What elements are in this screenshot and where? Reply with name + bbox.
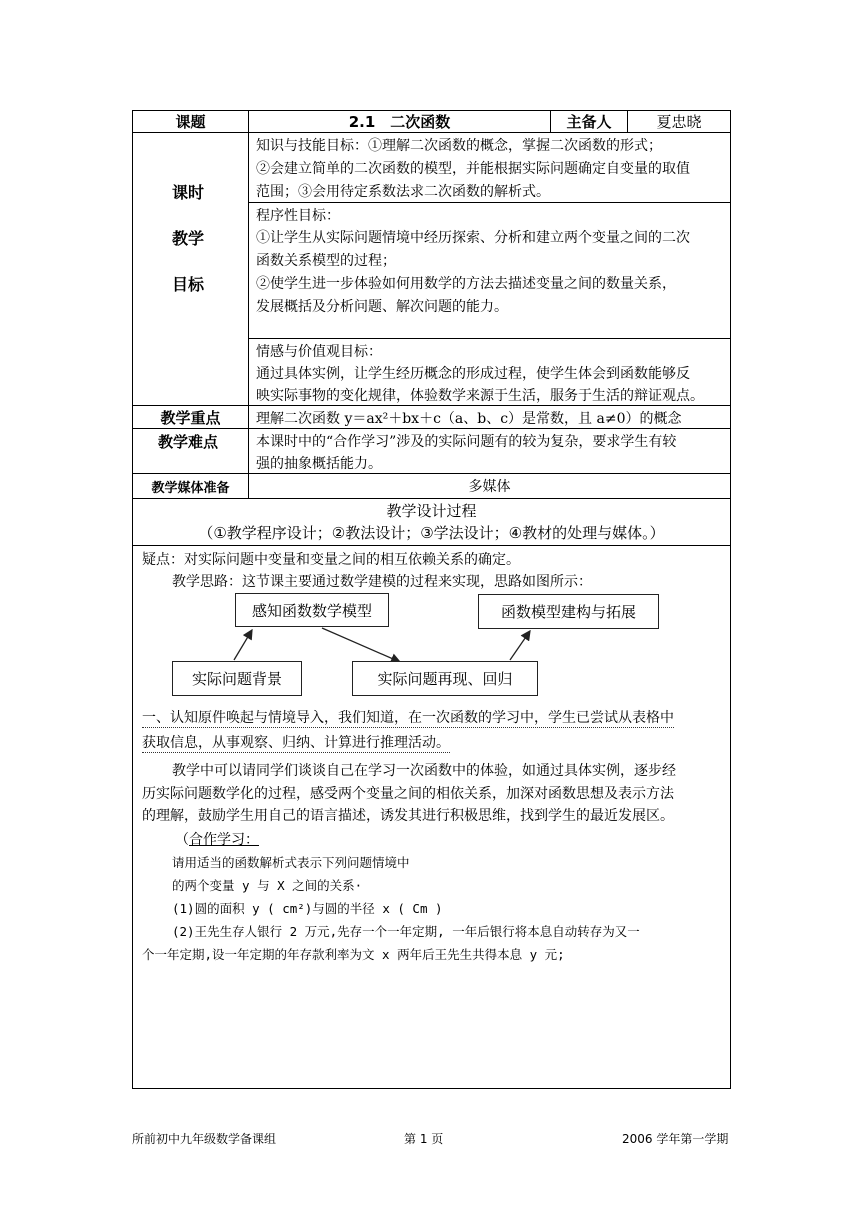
side-label-teaching: 教学 bbox=[172, 229, 205, 248]
difficulty-text-line: 本课时中的“合作学习”涉及的实际问题有的较为复杂，要求学生有较 bbox=[256, 434, 677, 450]
idea-text: 教学思路：这节课主要通过数学建模的过程来实现，思路如图所示： bbox=[172, 574, 592, 590]
para-line: 历实际问题数学化的过程，感受两个变量之间的相依关系，加深对函数思想及表示方法 bbox=[142, 786, 674, 802]
key-point-label: 教学重点 bbox=[160, 408, 221, 427]
coop-label: 合作学习： bbox=[189, 832, 259, 848]
section1-line bbox=[142, 732, 450, 752]
text-line: 范围；③会用待定系数法求二次函数的解析式。 bbox=[256, 184, 550, 200]
text-line: ②会建立简单的二次函数的模型，并能根据实际问题确定自变量的取值 bbox=[256, 161, 690, 177]
task-line: 请用适当的函数解析式表示下列问题情境中 bbox=[172, 855, 410, 870]
question-2-line: (2)王先生存人银行 2 万元,先存一个一年定期, 一年后银行将本息自动转存为又一 bbox=[172, 924, 640, 939]
text-line: 函数关系模型的过程； bbox=[256, 253, 396, 269]
text-line: 发展概括及分析问题、解次问题的能力。 bbox=[256, 299, 508, 315]
process-title: 教学设计过程 bbox=[386, 501, 477, 520]
side-label-objectives: 目标 bbox=[172, 275, 205, 294]
arrow-background-to-perceive bbox=[234, 630, 252, 660]
coop-heading bbox=[175, 829, 259, 849]
text-line: 知识与技能目标：①理解二次函数的概念，掌握二次函数的形式； bbox=[256, 138, 662, 154]
box-construct-model: 函数模型建构与拓展 bbox=[478, 594, 659, 629]
footer-left: 所前初中九年级数学备课组 bbox=[132, 1132, 277, 1146]
difficulty-label: 教学难点 bbox=[158, 433, 219, 451]
para-line: 的理解，鼓励学生用自己的语言描述，诱发其进行积极思维，找到学生的最近发展区。 bbox=[142, 808, 674, 824]
text-line: 映实际事物的变化规律，体验数学来源于生活，服务于生活的辩证观点。 bbox=[256, 388, 704, 404]
arrow-reappear-to-construct bbox=[510, 631, 530, 660]
media-value: 多媒体 bbox=[468, 479, 511, 495]
coop-prefix: （ bbox=[175, 832, 189, 848]
para-line: 教学中可以请同学们谈谈自己在学习一次函数中的体验，如通过具体实例，逐步经 bbox=[172, 763, 676, 779]
box-problem-reappear: 实际问题再现、回归 bbox=[352, 661, 538, 696]
topic-label: 课题 bbox=[175, 113, 206, 131]
section1-text: 获取信息，从事观察、归纳、计算进行推理活动。 bbox=[142, 735, 450, 751]
doubt-text: 疑点：对实际问题中变量和变量之间的相互依赖关系的确定。 bbox=[142, 552, 520, 568]
side-label-class-hour: 课时 bbox=[172, 183, 205, 202]
box-problem-background: 实际问题背景 bbox=[172, 661, 302, 696]
question-1: (1)圆的面积 y ( cm²)与圆的半径 x ( Cm ) bbox=[172, 901, 443, 916]
box-perceive-model: 感知函数数学模型 bbox=[235, 593, 389, 627]
question-2-line: 个一年定期,设一年定期的年存款利率为文 x 两年后王先生共得本息 y 元; bbox=[142, 947, 565, 962]
media-label: 教学媒体准备 bbox=[151, 480, 230, 496]
text-line: ②使学生进一步体验如何用数学的方法去描述变量之间的数量关系， bbox=[256, 276, 676, 292]
footer-page-number: 第 1 页 bbox=[404, 1132, 444, 1146]
topic-title: 2.1 二次函数 bbox=[348, 113, 451, 131]
key-point-text: 理解二次函数 y＝ax²＋bx＋c（a、b、c）是常数，且 a≠0）的概念 bbox=[256, 411, 682, 427]
difficulty-text-line: 强的抽象概括能力。 bbox=[256, 456, 382, 472]
section1-text: 一、认知原件唤起与情境导入，我们知道，在一次函数的学习中，学生已尝试从表格中 bbox=[142, 710, 674, 726]
process-subtitle: （①教学程序设计；②教法设计；③学法设计；④教材的处理与媒体。） bbox=[198, 523, 665, 542]
section1-line bbox=[142, 707, 674, 727]
footer-right: 2006 学年第一学期 bbox=[622, 1132, 729, 1146]
text-line: 通过具体实例，让学生经历概念的形成过程，使学生体会到函数能够反 bbox=[256, 366, 690, 382]
preparer-label: 主备人 bbox=[566, 113, 612, 131]
text-line: 程序性目标： bbox=[256, 208, 340, 224]
preparer-name: 夏忠晓 bbox=[656, 113, 702, 131]
task-line: 的两个变量 y 与 X 之间的关系· bbox=[172, 878, 363, 893]
arrow-perceive-to-reappear bbox=[322, 628, 400, 662]
text-line: ①让学生从实际问题情境中经历探索、分析和建立两个变量之间的二次 bbox=[256, 230, 690, 246]
text-line: 情感与价值观目标： bbox=[256, 344, 382, 360]
